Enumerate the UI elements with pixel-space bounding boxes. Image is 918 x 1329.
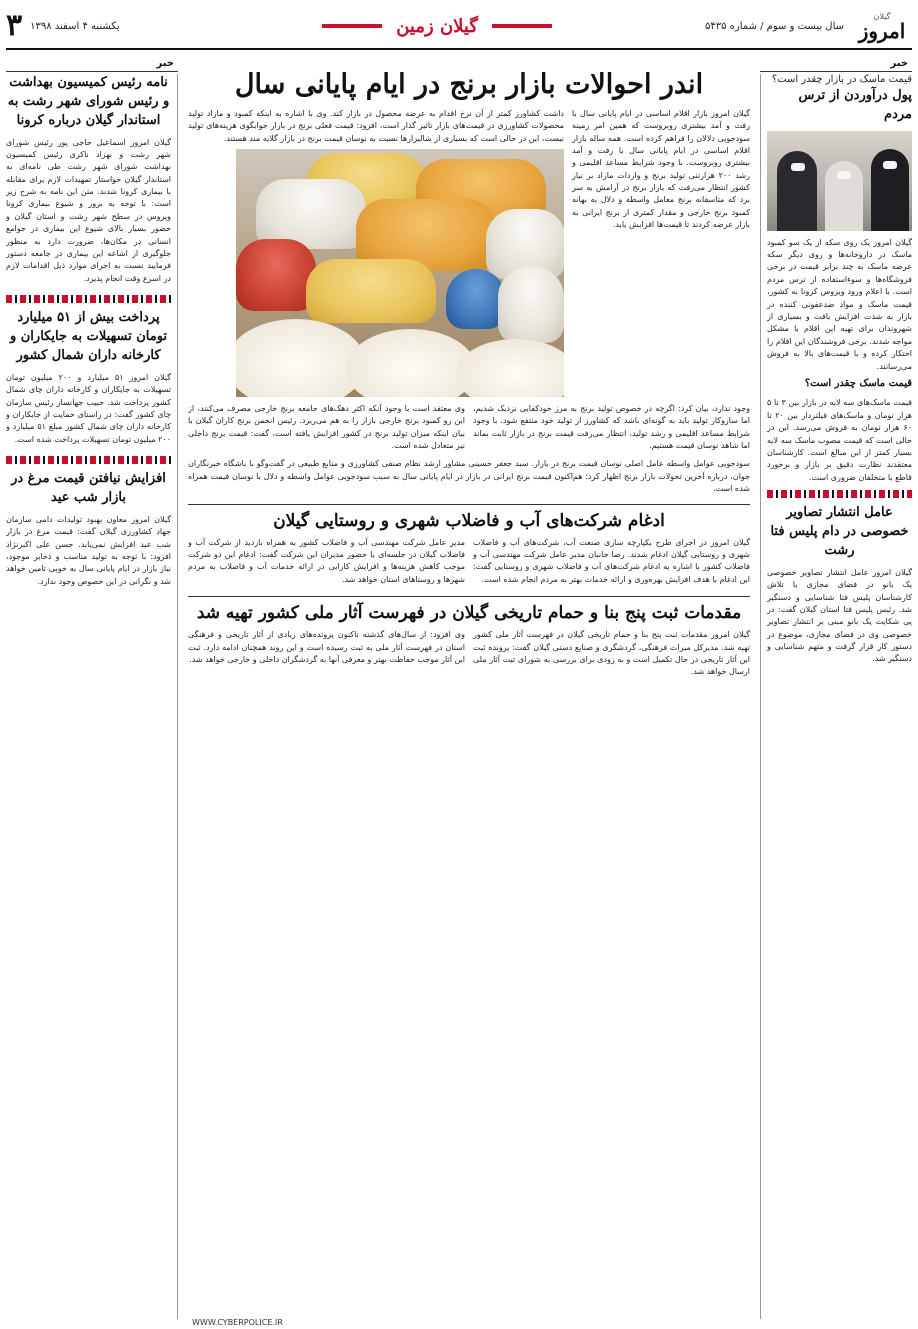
issue-number: سال بیست و سوم / شماره ۵۴۳۵ bbox=[705, 20, 844, 32]
corona-letter-body: گیلان امروز اسماعیل حاجی پور رئیس شورای شهر رشت و بهزاد ناکری رئیس کمیسیون بهداشت شورای شهر رشت طی نامه‌ای به استاندار گیلان خواستار تمهیدات لازم برای مقابله با بیماری کرونا شدند. متن این نامه به شرح زیر است: با توجه به بروز و شیوع بیماری کرونا ویروس در سطح شهر رشت و استان گیلان و حضور بسیار بالای شیوع این بیماری در جوامع انسانی در مکان‌ها، ضرورت دارد به منظور جلوگیری از اشاعه این بیماری در جامعه دستور فرمایید نسبت به اجرای موارد ذیل اقدامات لازم در اسرع وقت انجام پذیرد. bbox=[6, 137, 171, 283]
tea-loans-headline[interactable]: پرداخت بیش از ۵۱ میلیارد تومان تسهیلات به جایکاران و کارخانه داران شمال کشور bbox=[9, 310, 168, 363]
left-col-head: خبر bbox=[6, 58, 178, 72]
main-article-col-4: وی معتقد است با وجود آنکه اکثر دهک‌های جامعه برنج خارجی مصرف می‌کنند، از این رو کمبود برنج خارجی بازار را به هم می‌ریزد. رئیس انجمن برنج کاران گیلان با بیان اینکه میزان تولید برنج در کشور افزایش یافته است، گفت: قیمت برنج داخلی نیز متعادل شده است. bbox=[188, 403, 465, 451]
mask-photo bbox=[767, 131, 912, 231]
water-merger-headline[interactable]: ادغام شرکت‌های آب و فاضلاب شهری و روستایی گیلان bbox=[188, 504, 750, 531]
corona-letter-headline[interactable]: نامه رئیس کمیسیون بهداشت و رئیس شورای شهر رشت به استاندار گیلان درباره کرونا bbox=[7, 75, 170, 128]
section-title: گیلان زمین bbox=[396, 15, 478, 37]
page-number: ۳ bbox=[5, 8, 23, 43]
rice-market-photo bbox=[236, 149, 564, 397]
section-bar-right bbox=[492, 24, 552, 28]
main-headline[interactable]: اندر احوالات بازار برنج در ایام پایانی سال bbox=[234, 69, 704, 100]
main-article-top bbox=[188, 108, 750, 397]
water-merger-body-2: مدیر عامل شرکت مهندسی آب و فاضلاب کشور به همراه بازدید از شرکت آب و فاضلاب گیلان در جلسه‌ای با حضور مدیران این شرکت گفت: ادغام این دو شرکت موجب کاهش هزینه‌ها و افزایش کارایی در ارائه خدمات آب و فاضلاب به مردم شهرها و روستاهای استان خواهد شد. bbox=[188, 537, 465, 584]
tea-loans-body: گیلان امروز ۵۱ میلیارد و ۲۰۰ میلیون تومان تسهیلات به جایکاران و کارخانه داران چای شمال کشور پرداخت شد. حبیب جهانساز رئیس سازمان چای کشور گفت: در راستای حمایت از جایکاران و کارخانه داران چای شمال کشور مبلغ ۵۱ میلیارد و ۲۰۰ میلیون تومان تسهیلات پرداخت شده است. bbox=[6, 372, 172, 444]
heritage-body-1: گیلان امروز مقدمات ثبت پنج بنا و حمام تاریخی گیلان در فهرست آثار ملی کشور تهیه شد. مدیرکل میراث فرهنگی، گردشگری و صنایع دستی گیلان گفت: پرونده ثبت این آثار تاریخی در حال تکمیل است و به زودی برای بررسی به شورای ثبت آثار ملی ارسال خواهد شد. bbox=[473, 630, 750, 677]
heritage-headline[interactable]: مقدمات ثبت پنج بنا و حمام تاریخی گیلان در فهرست آثار ملی کشور تهیه شد bbox=[188, 596, 750, 623]
ornament-divider bbox=[6, 456, 171, 464]
section-banner bbox=[322, 16, 552, 37]
heritage-article bbox=[188, 629, 750, 681]
mask-kicker: قیمت ماسک در بازار چقدر است؟ bbox=[771, 74, 912, 85]
ornament-divider bbox=[6, 295, 171, 303]
logo-sub: گیلان bbox=[873, 11, 891, 21]
face-mask bbox=[791, 163, 805, 171]
issue-date: یکشنبه ۴ اسفند ۱۳۹۸ bbox=[30, 20, 120, 32]
fata-article-body: گیلان امروز عامل انتشار تصاویر خصوصی یک بانو در فضای مجازی با تلاش کارشناسان پلیس فتا شناسایی و دستگیر شد. رئیس پلیس فتا استان گیلان گفت: در پی شکایت یک بانو مبنی بر انتشار تصاویر خصوصی وی در فضای مجازی، موضوع در دستور کار قرار گرفت و متهم شناسایی و دستگیر شد. bbox=[767, 567, 912, 664]
main-column bbox=[188, 66, 750, 1319]
logo-main: امروز bbox=[858, 18, 906, 43]
right-column bbox=[760, 74, 912, 1319]
mask-subhead: قیمت ماسک چقدر است؟ bbox=[804, 377, 912, 389]
water-merger-article bbox=[188, 537, 750, 589]
rice-pile bbox=[346, 329, 476, 397]
left-column bbox=[6, 74, 178, 1319]
ornament-divider bbox=[767, 490, 912, 498]
main-article-col-2-text: داشت کشاورز کمتر از آن نرخ اقدام به عرضه محصول در بازار کند. وی با اشاره به اینکه کمبود و مازاد تولید محصولات کشاورزی در قیمت‌های بازار تاثیر گذار است، افزود: قیمت فعلی برنج در بازار جوابگوی هزینه‌های تولید نیست، این در حالی است که بسیاری از شالیزارها نسبت به نوسان قیمت برنج در بازار گلایه مند هستند. bbox=[188, 108, 564, 143]
cyberpolice-url[interactable]: WWW.CYBERPOLICE.IR bbox=[192, 1318, 283, 1327]
mask-article-body: گیلان امروز یک روی سکه از یک سو کمبود ماسک در داروخانه‌ها و روی دیگر سکه عرضه ماسک به چند برابر قیمت در برخی فروشگاه‌ها و سوءاستفاده از ترس مردم است. با اعلام ورود ویروس کرونا به کشور، قیمت ماسک و مواد ضدعفونی کننده در بازار به شدت افزایش یافت و بسیاری از شهروندان برای تهیه این اقلام با مشکل مواجه شدند. برخی فروشندگان این اقلام را احتکار کرده و با قیمت‌های بالا به فروش می‌رسانند. bbox=[767, 237, 912, 371]
rice-sack bbox=[446, 269, 506, 329]
right-col-head: خبر bbox=[760, 58, 912, 72]
mask-article-body-2: قیمت ماسک‌های سه لایه در بازار بین ۳ تا ۵ هزار تومان و ماسک‌های فیلتردار بین ۲۰ تا ۶۰ هزار تومان به فروش می‌رسد. این در حالی است که قیمت مصوب ماسک سه لایه بسیار کمتر از این مبالغ است. کارشناسان معتقدند نظارت دقیق بر بازار و برخورد قاطع با متخلفان ضروری است. bbox=[767, 398, 912, 482]
masthead bbox=[6, 4, 912, 50]
chicken-price-body: گیلان امروز معاون بهبود تولیدات دامی سازمان جهاد کشاورزی گیلان گفت: قیمت مرغ در بازار شب عید افزایش نمی‌یابد. حسن علی اکبرنژاد افزود: با توجه به تولید مناسب و ذخایر موجود، نیاز بازار در ایام پایانی سال به خوبی تامین خواهد شد و نگرانی در این خصوص وجود ندارد. bbox=[6, 514, 171, 586]
face-mask bbox=[837, 171, 851, 179]
fata-headline[interactable]: عامل انتشار تصاویر خصوصی در دام پلیس فتا رشت bbox=[770, 505, 909, 558]
water-merger-body-1: گیلان امروز در اجرای طرح یکپارچه سازی صنعت آب، شرکت‌های آب و فاضلاب شهری و روستایی گیلان ادغام شدند. رضا جانبان مدیر عامل شرکت مهندسی آب و فاضلاب کشور با اشاره به ادغام شرکت‌های آب و فاضلاب شهری و روستایی گفت: این ادغام با هدف افزایش بهره‌وری و ارائه خدمات بهتر به مردم انجام شده است. bbox=[473, 537, 750, 584]
heritage-body-2: وی افزود: از سال‌های گذشته تاکنون پرونده‌های زیادی از آثار تاریخی و فرهنگی استان در فهرست آثار ملی به ثبت رسیده است و این روند همچنان ادامه دارد. ثبت این آثار موجب حفاظت بهتر و معرفی آنها به گردشگران داخلی و خارجی خواهد شد. bbox=[188, 630, 465, 664]
main-article-col-2 bbox=[188, 108, 564, 397]
rice-pile bbox=[236, 319, 366, 397]
mask-headline[interactable]: پول درآوردن از ترس مردم bbox=[798, 88, 912, 122]
section-bar-left bbox=[322, 24, 382, 28]
rice-sack bbox=[236, 239, 316, 311]
main-article-bottom bbox=[188, 403, 750, 455]
rice-sack bbox=[498, 267, 564, 343]
face-mask bbox=[883, 161, 897, 169]
main-article-col-3: وجود ندارد، بیان کرد: اگرچه در خصوص تولید برنج به مرز خودکفایی نزدیک شدیم، اما سازوکار تولید باید به گونه‌ای باشد که کشاورز از تولید خود منتفع شود. با وجود شرایط مساعد اقلیمی و رشد تولید، انتظار می‌رفت قیمت برنج در بازار ثابت بماند اما شاهد نوسان قیمت هستیم. bbox=[473, 403, 750, 451]
main-article-col-5: سودجویی عوامل واسطه عامل اصلی نوسان قیمت برنج در بازار. سید جعفر حسینی مشاور ارشد نظام صنفی کشاورزی و منابع طبیعی در گفت‌وگو با باشگاه خبرنگاران جوان، درباره آخرین تحولات بازار برنج اظهار کرد: هم‌اکنون قیمت برنج ایرانی در بازار در ایام پایانی سال به سبب سودجویی عوامل واسطه و دلال با نوسان قیمت همراه شده است. bbox=[188, 459, 750, 494]
chicken-price-headline[interactable]: افزایش نیافتن قیمت مرغ در بازار شب عید bbox=[11, 471, 166, 505]
main-article-col-1: گیلان امروز بازار اقلام اساسی در ایام پایانی سال با رفت و آمد بیشتری روبروست که همین امر زمینه سودجویی دلالان را فراهم کرده است. همه ساله بازار اقلام اساسی در ایام پایانی سال با رفت و آمد بیشتری روبروست. با وجود شرایط مساعد اقلیمی و رشد ۲۰۰ هزارتنی تولید برنج و واردات مازاد بر نیاز کشور انتظار می‌رفت که بازار برنج در آرامش به سر برد که متاسفانه برنج معامل واسطه و دلال به بهانه کمبود برنج خارجی و مقدار کمتری از برنج ایرانی به بازار عرضه کردند تا قیمت‌ها افزایش یابد. bbox=[572, 108, 750, 230]
rice-pile bbox=[456, 339, 564, 397]
newspaper-logo[interactable] bbox=[852, 6, 912, 46]
rice-sack bbox=[306, 259, 436, 323]
